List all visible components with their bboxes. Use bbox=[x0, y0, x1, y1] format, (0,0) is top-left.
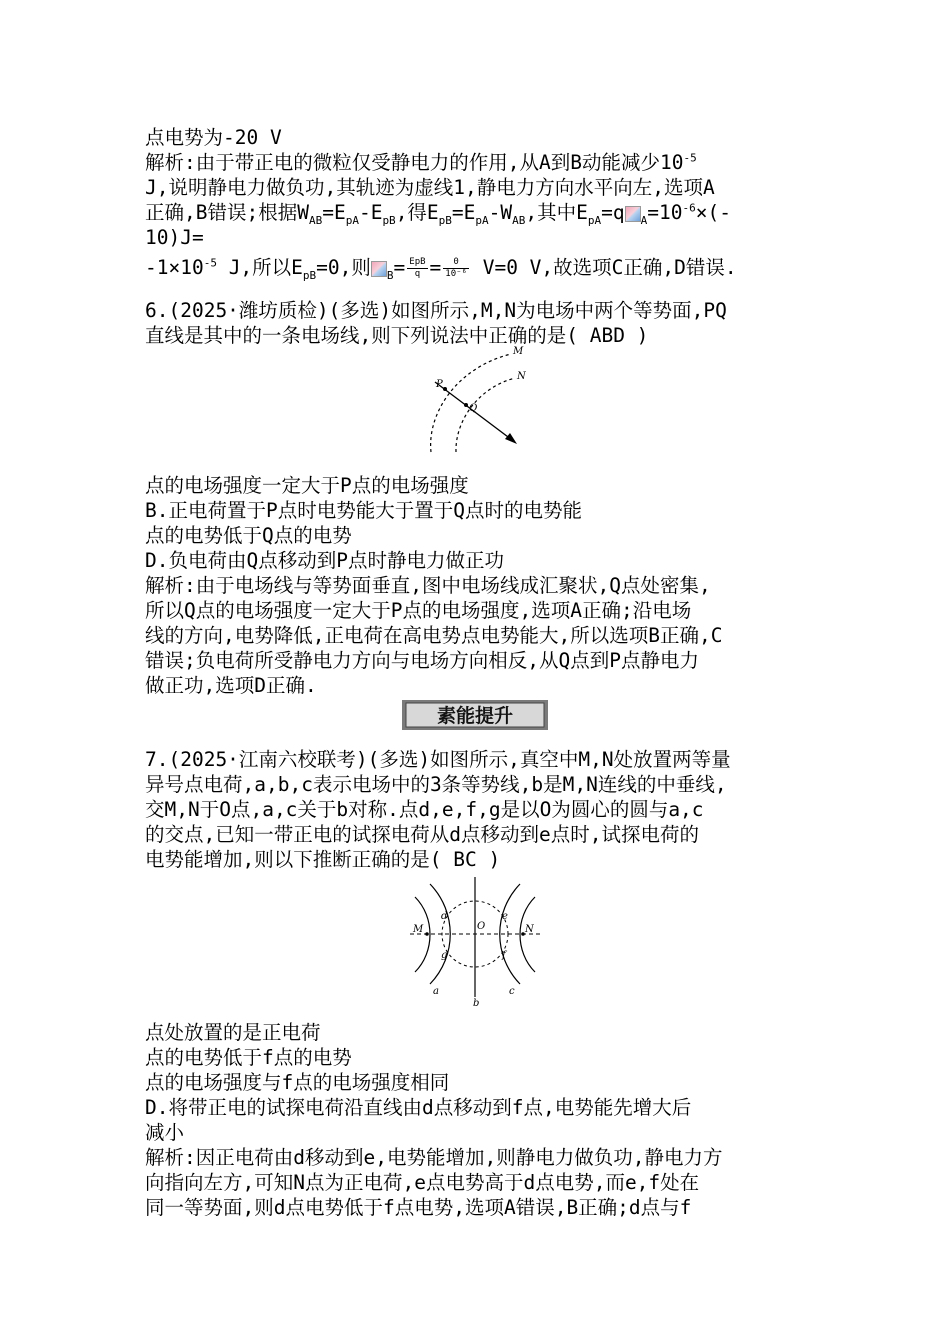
text-line-29: 向指向左方,可知N点为正电荷,e点电势高于d点电势,而e,f处在 bbox=[145, 1171, 700, 1194]
label-d: d bbox=[441, 911, 448, 922]
phi-symbol-icon bbox=[371, 261, 387, 277]
label-m: M bbox=[513, 346, 524, 357]
text-line-16: 错误;负电荷所受静电力方向与电场方向相反,从Q点到P点静电力 bbox=[145, 649, 699, 672]
text-line-21: 的交点,已知一带正电的试探电荷从d点移动到e点时,试探电荷的 bbox=[145, 823, 699, 846]
text-line-28: 解析:因正电荷由d移动到e,电势能增加,则静电力做负功,静电力方 bbox=[145, 1146, 723, 1169]
label-p: P bbox=[436, 379, 443, 390]
text-line-17: 做正功,选项D正确. bbox=[145, 674, 317, 697]
text-line-15: 线的方向,电势降低,正电荷在高电势点电势能大,所以选项B正确,C bbox=[145, 624, 723, 647]
text-line-6: $-1\times 10^{-5}$ J,所以$E_{pB}=0$,则 $_B$= $\frac{\text{EpB}}{q}$ = $\frac{0}{\text{10⁻⁶}}$ V=0 V,故选项C正确,D错误. bbox=[145, 256, 737, 282]
text-line-26: D.将带正电的试探电荷沿直线由d点移动到f点,电势能先增大后 bbox=[145, 1096, 692, 1119]
text-line-27: 减小 bbox=[145, 1121, 185, 1144]
equipotential-n bbox=[456, 378, 515, 452]
label-q: Q bbox=[469, 403, 478, 414]
text-line-23: 点处放置的是正电荷 bbox=[145, 1021, 321, 1044]
text-line-24: 点的电势低于f点的电势 bbox=[145, 1046, 352, 1069]
label-c: c bbox=[509, 986, 515, 997]
label-n: N bbox=[525, 924, 534, 935]
label-a: a bbox=[433, 986, 439, 997]
label-f: f bbox=[502, 950, 506, 961]
arrow-head-icon bbox=[505, 433, 517, 444]
label-o: O bbox=[477, 921, 486, 932]
text-line-25: 点的电场强度与f点的电场强度相同 bbox=[145, 1071, 450, 1094]
phi-symbol-icon bbox=[625, 206, 641, 222]
text-line-5: 10)J= bbox=[145, 226, 204, 249]
text-line-9: 点的电场强度一定大于P点的电场强度 bbox=[145, 474, 469, 497]
field-line-diagram bbox=[415, 340, 535, 455]
text-line-22: 电势能增加,则以下推断正确的是( BC ) bbox=[145, 848, 501, 871]
text-line-19: 异号点电荷,a,b,c表示电场中的3条等势线,b是M,N连线的中垂线, bbox=[145, 773, 727, 796]
text-line-11: 点的电势低于Q点的电势 bbox=[145, 524, 352, 547]
point-m bbox=[425, 932, 429, 936]
section-banner bbox=[402, 700, 548, 730]
text-line-8: 直线是其中的一条电场线,则下列说法中正确的是( ABD ) bbox=[145, 324, 649, 347]
text-line-12: D.负电荷由Q点移动到P点时静电力做正功 bbox=[145, 549, 504, 572]
label-n: N bbox=[517, 371, 526, 382]
equipotential-diagram bbox=[405, 872, 545, 1010]
text-line-4: 正确,B错误;根据$W_{AB}=E_{pA}-E_{pB}$,得$E_{pB}=E_{pA}-W_{AB}$,其中$E_{pA}=q$ $_A=10^{-6}\times(-$ bbox=[145, 201, 731, 227]
text-line-7: 6.(2025·潍坊质检)(多选)如图所示,M,N为电场中两个等势面,PQ bbox=[145, 299, 727, 322]
text-line-18: 7.(2025·江南六校联考)(多选)如图所示,真空中M,N处放置两等量 bbox=[145, 748, 731, 771]
label-e: e bbox=[502, 911, 508, 922]
point-q bbox=[464, 403, 468, 407]
point-p bbox=[443, 387, 447, 391]
fraction: $\frac{\text{EpB}}{q}$ bbox=[409, 257, 426, 279]
text-line-14: 所以Q点的电场强度一定大于P点的电场强度,选项A正确;沿电场 bbox=[145, 599, 692, 622]
label-b: b bbox=[473, 998, 480, 1009]
text-line-1: 点电势为-20 V bbox=[145, 126, 282, 149]
text-line-30: 同一等势面,则d点电势低于f点电势,选项A错误,B正确;d点与f bbox=[145, 1196, 692, 1219]
text-line-20: 交M,N于O点,a,c关于b对称.点d,e,f,g是以O为圆心的圆与a,c bbox=[145, 798, 704, 821]
label-m: M bbox=[413, 924, 424, 935]
text-line-3: J,说明静电力做负功,其轨迹为虚线1,静电力方向水平向左,选项A bbox=[145, 176, 715, 199]
text-line-10: B.正电荷置于P点时电势能大于置于Q点时的电势能 bbox=[145, 499, 582, 522]
fraction: $\frac{0}{\text{10⁻⁶}}$ bbox=[445, 257, 467, 279]
label-g: g bbox=[441, 950, 448, 961]
banner-title: 素能提升 bbox=[436, 705, 514, 727]
text-line-13: 解析:由于电场线与等势面垂直,图中电场线成汇聚状,Q点处密集, bbox=[145, 574, 711, 597]
text-line-2: 解析:由于带正电的微粒仅受静电力的作用,从A到B动能减少$10^{-5}$ bbox=[145, 151, 697, 174]
